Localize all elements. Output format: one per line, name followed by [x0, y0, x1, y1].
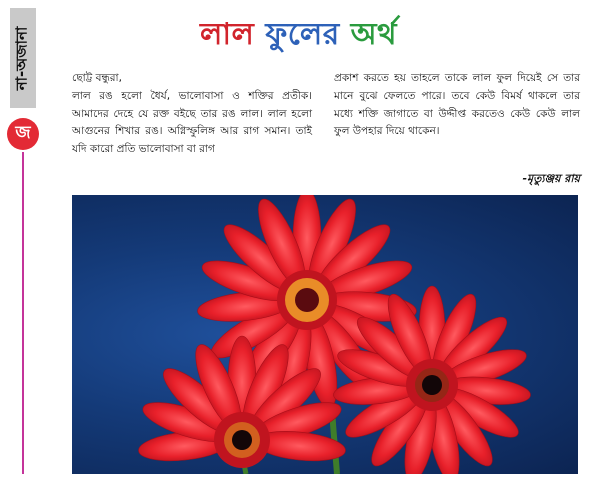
flower-photo	[72, 195, 578, 474]
article-column-right	[334, 70, 580, 141]
section-label	[10, 8, 36, 108]
paragraph-right: প্রকাশ করতে হয় তাহলে তাকে লাল ফুল দিয়েই সে তার মানে বুঝে ফেলতে পারে। তবে কেউ বিমর্ষ থাকলে তার মধ্যে শক্তি জাগাতে বা উদ্দীপ্ত করতেও কেউ কেউ লাল ফুল উপহার দিয়ে থাকেন।	[334, 72, 580, 138]
section-label-text: না-অজানা	[12, 26, 31, 90]
sidebar-line	[22, 152, 24, 474]
section-badge	[7, 118, 39, 150]
section-badge-letter: জ	[15, 123, 31, 143]
title-word-2: ফুলের	[265, 17, 340, 52]
red-gerbera-flowers-image	[72, 195, 578, 474]
author-byline: -মৃত্যুঞ্জয় রায়	[522, 172, 580, 185]
article-column-left	[72, 70, 312, 159]
title-word-3: অর্থ	[350, 17, 398, 52]
title-word-1: লাল	[200, 17, 255, 52]
salutation: ছোট্ট বন্ধুরা,	[72, 72, 122, 84]
paragraph-left: লাল রঙ হলো ধৈর্য, ভালোবাসা ও শক্তির প্রতীক। আমাদের দেহে যে রক্ত বইছে তার রঙ লাল। লাল হলো আগুনের শিখার রঙ। অগ্নিস্ফুলিঙ্গ আর রাগ সমান। তাই যদি কারো প্রতি ভালোবাসা বা রাগ	[72, 89, 312, 156]
article-title	[200, 10, 460, 61]
